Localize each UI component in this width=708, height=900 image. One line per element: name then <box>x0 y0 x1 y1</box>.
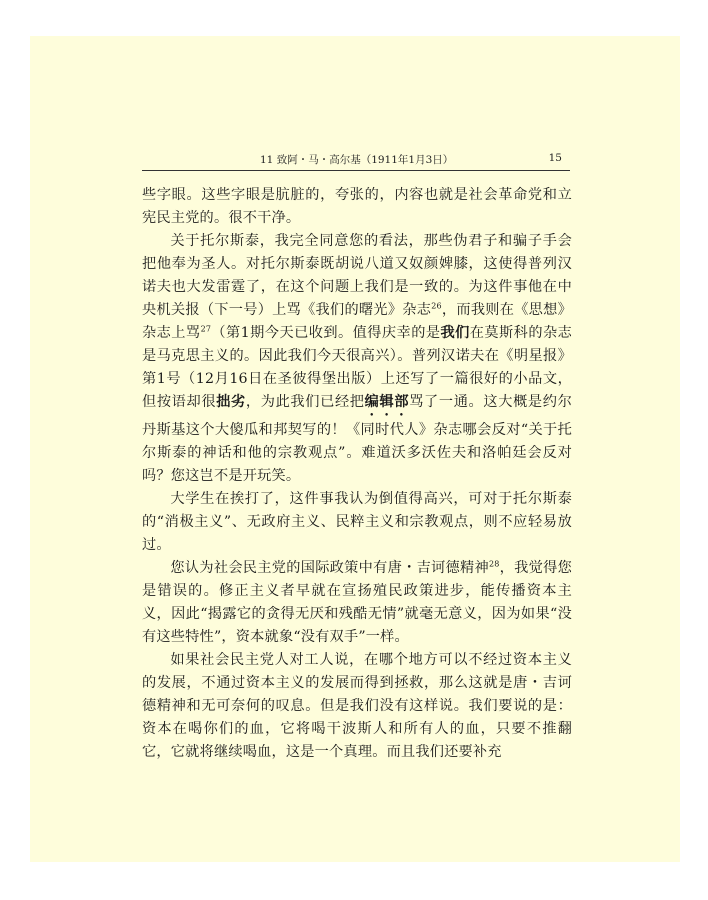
emphasis-bold: 我们 <box>440 325 470 341</box>
emphasis-bold: 拙劣 <box>216 394 246 410</box>
paragraph-3: 大学生在挨打了，这件事我认为倒值得高兴，可对于托尔斯泰的“消极主义”、无政府主义、民粹主义和宗教观点，则不应轻易放过。 <box>142 491 572 553</box>
text-span: ，为此我们已经把 <box>245 394 365 410</box>
paragraph-5: 如果社会民主党人对工人说，在哪个地方可以不经过资本主义的发展，不通过资本主义的发展而得到拯救，那么这就是唐・吉诃德精神和无可奈何的叹息。但是我们没有这样说。我们要说的是：资本在喝你们的血，它将喝干波斯人和所有人的血，只要不推翻它，它就将继续喝血，这是一个真理。而且我们还要补充 <box>142 652 572 760</box>
chapter-title: 11 致阿・马・高尔基（1911年1月3日） <box>260 154 454 166</box>
text-span: 在莫斯科的杂志是马克思主义的。因此我们今天很高兴）。普列汉诺夫在《明星报》第1号（12月16日在圣彼得堡出版）上还写了一篇很好的小品文，但按语却很 <box>142 325 572 410</box>
paragraph-1: 些字眼。这些字眼是肮脏的，夸张的，内容也就是社会革命党和立宪民主党的。很不干净。 <box>142 187 572 226</box>
text-span: ，而我则在《思想》杂志上骂 <box>142 302 572 341</box>
footnote-28: 28 <box>488 559 500 569</box>
text-span: 关于托尔斯泰，我完全同意您的看法，那些伪君子和骗子手会把他奉为圣人。对托尔斯泰既胡说八道又奴颜婢膝，这使得普列汉诺夫也大发雷霆了，在这个问题上我们是一致的。为这件事他在中央机关报（下一号）上骂《我们的曙光》杂志 <box>142 233 572 318</box>
text-span: 骂了一通。这大概是约尔丹斯基这个大傻瓜和邦契写的！《同时代人》杂志哪会反对“关于托尔斯泰的神话和他的宗教观点”。难道沃多沃佐夫和洛帕廷会反对吗？您这岂不是开玩笑。 <box>142 394 572 484</box>
text-span: （第1期今天已收到。值得庆幸的是 <box>211 325 441 341</box>
page-number: 15 <box>548 152 562 164</box>
running-header <box>142 150 570 171</box>
text-span: 您认为社会民主党的国际政策中有唐・吉诃德精神 <box>170 560 489 576</box>
paragraph-4 <box>142 557 572 649</box>
emphasis-dotted: 编辑部 <box>364 394 410 410</box>
text-span: ，我觉得您是错误的。修正主义者早就在宣扬殖民政策进步，能传播资本主义，因此“揭露它的贪得无厌和残酷无情”就毫无意义，因为如果“没有这些特性”，资本就象“没有双手”一样。 <box>142 560 572 645</box>
body-text <box>142 184 572 764</box>
footnote-26: 26 <box>431 301 442 311</box>
footnote-27: 27 <box>200 324 212 334</box>
paragraph-2 <box>142 230 572 488</box>
